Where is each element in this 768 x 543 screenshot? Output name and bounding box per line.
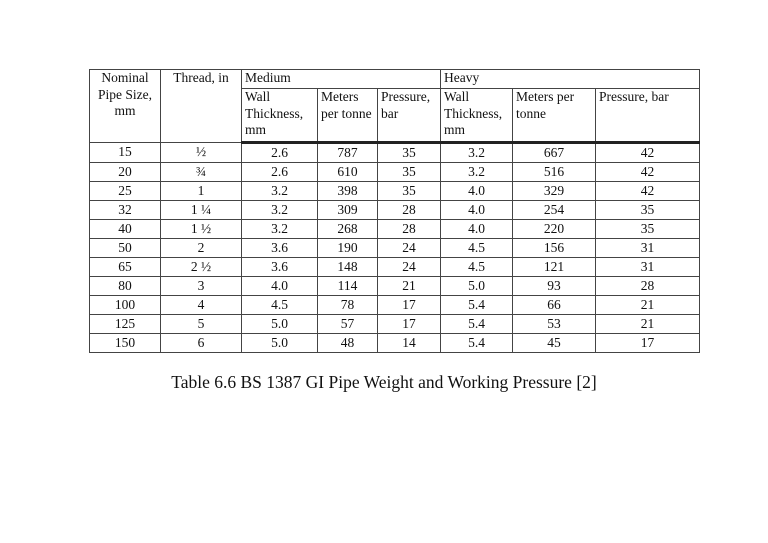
table-cell: 31 xyxy=(596,239,700,258)
table-row xyxy=(90,201,700,220)
table-cell: 121 xyxy=(513,258,596,277)
table-cell: 15 xyxy=(90,143,161,163)
table-cell: 4.5 xyxy=(242,296,318,315)
table-cell: 5.0 xyxy=(242,334,318,353)
table-cell: 66 xyxy=(513,296,596,315)
table-cell: 4.5 xyxy=(441,258,513,277)
table-cell: 4.0 xyxy=(441,201,513,220)
table-cell: 21 xyxy=(378,277,441,296)
table-row xyxy=(90,143,700,163)
table-cell: 114 xyxy=(318,277,378,296)
header-medium: Medium xyxy=(242,70,441,89)
table-cell: 42 xyxy=(596,163,700,182)
table-cell: 5.0 xyxy=(441,277,513,296)
table-cell: 17 xyxy=(378,296,441,315)
table-cell: 14 xyxy=(378,334,441,353)
table-cell: 42 xyxy=(596,182,700,201)
header-heavy: Heavy xyxy=(441,70,700,89)
table-cell: 667 xyxy=(513,143,596,163)
table-cell: 35 xyxy=(378,182,441,201)
table-cell: 4.0 xyxy=(242,277,318,296)
table-cell: 3.2 xyxy=(242,201,318,220)
table-row xyxy=(90,220,700,239)
table-cell: ½ xyxy=(161,143,242,163)
header-nominal-pipe-size: Nominal Pipe Size, mm xyxy=(90,70,161,143)
table-row xyxy=(90,239,700,258)
table-cell: 3.2 xyxy=(441,163,513,182)
table-cell: 53 xyxy=(513,315,596,334)
table-cell: 32 xyxy=(90,201,161,220)
table-cell: 309 xyxy=(318,201,378,220)
table-cell: 35 xyxy=(596,220,700,239)
header-thread: Thread, in xyxy=(161,70,242,143)
table-cell: 80 xyxy=(90,277,161,296)
header-heavy-wall-thickness: Wall Thickness, mm xyxy=(441,89,513,143)
table-cell: 21 xyxy=(596,296,700,315)
table-cell: 3.6 xyxy=(242,258,318,277)
table-cell: 24 xyxy=(378,239,441,258)
table-cell: 125 xyxy=(90,315,161,334)
table-row xyxy=(90,182,700,201)
table-row xyxy=(90,334,700,353)
table-cell: 254 xyxy=(513,201,596,220)
table-cell: 4.0 xyxy=(441,220,513,239)
table-cell: 31 xyxy=(596,258,700,277)
table-cell: 42 xyxy=(596,143,700,163)
table-cell: 3.2 xyxy=(242,182,318,201)
table-cell: 2.6 xyxy=(242,163,318,182)
table-cell: 4 xyxy=(161,296,242,315)
header-medium-wall-thickness: Wall Thickness, mm xyxy=(242,89,318,143)
table-cell: 35 xyxy=(378,143,441,163)
table-cell: 50 xyxy=(90,239,161,258)
table-cell: 2 xyxy=(161,239,242,258)
table-cell: 100 xyxy=(90,296,161,315)
table-row xyxy=(90,258,700,277)
table-cell: 268 xyxy=(318,220,378,239)
table-cell: 5.4 xyxy=(441,315,513,334)
table-cell: 5.4 xyxy=(441,296,513,315)
table-cell: 3 xyxy=(161,277,242,296)
table-cell: 17 xyxy=(378,315,441,334)
table-cell: 5.4 xyxy=(441,334,513,353)
table-cell: 2.6 xyxy=(242,143,318,163)
table-cell: 1 xyxy=(161,182,242,201)
table-cell: 20 xyxy=(90,163,161,182)
table-cell: ¾ xyxy=(161,163,242,182)
table-cell: 65 xyxy=(90,258,161,277)
table-cell: 35 xyxy=(596,201,700,220)
table-body xyxy=(90,143,700,353)
table-cell: 516 xyxy=(513,163,596,182)
table-cell: 150 xyxy=(90,334,161,353)
table-cell: 28 xyxy=(596,277,700,296)
table-row xyxy=(90,277,700,296)
table-cell: 3.2 xyxy=(242,220,318,239)
table-cell: 2 ½ xyxy=(161,258,242,277)
table-cell: 610 xyxy=(318,163,378,182)
table-cell: 398 xyxy=(318,182,378,201)
table-cell: 28 xyxy=(378,220,441,239)
table-cell: 57 xyxy=(318,315,378,334)
table-cell: 329 xyxy=(513,182,596,201)
header-heavy-meters-per-tonne: Meters per tonne xyxy=(513,89,596,143)
table-row xyxy=(90,296,700,315)
table-cell: 1 ½ xyxy=(161,220,242,239)
table-cell: 4.5 xyxy=(441,239,513,258)
table-cell: 35 xyxy=(378,163,441,182)
table-row xyxy=(90,163,700,182)
table-cell: 17 xyxy=(596,334,700,353)
table-cell: 5 xyxy=(161,315,242,334)
table-cell: 4.0 xyxy=(441,182,513,201)
table-cell: 78 xyxy=(318,296,378,315)
table-cell: 3.6 xyxy=(242,239,318,258)
table-cell: 28 xyxy=(378,201,441,220)
table-cell: 5.0 xyxy=(242,315,318,334)
table-cell: 45 xyxy=(513,334,596,353)
header-heavy-pressure: Pressure, bar xyxy=(596,89,700,143)
table-cell: 40 xyxy=(90,220,161,239)
table-cell: 93 xyxy=(513,277,596,296)
table-cell: 787 xyxy=(318,143,378,163)
table-cell: 48 xyxy=(318,334,378,353)
table-row xyxy=(90,315,700,334)
table-cell: 25 xyxy=(90,182,161,201)
table-cell: 156 xyxy=(513,239,596,258)
table-cell: 24 xyxy=(378,258,441,277)
table-cell: 3.2 xyxy=(441,143,513,163)
table-cell: 148 xyxy=(318,258,378,277)
table-caption: Table 6.6 BS 1387 GI Pipe Weight and Working Pressure [2] xyxy=(171,372,597,392)
table-cell: 220 xyxy=(513,220,596,239)
table-cell: 190 xyxy=(318,239,378,258)
header-medium-meters-per-tonne: Meters per tonne xyxy=(318,89,378,143)
table-cell: 6 xyxy=(161,334,242,353)
pipe-table xyxy=(89,69,700,353)
header-row-groups xyxy=(90,70,700,89)
table-cell: 21 xyxy=(596,315,700,334)
table-cell: 1 ¼ xyxy=(161,201,242,220)
header-medium-pressure: Pressure, bar xyxy=(378,89,441,143)
